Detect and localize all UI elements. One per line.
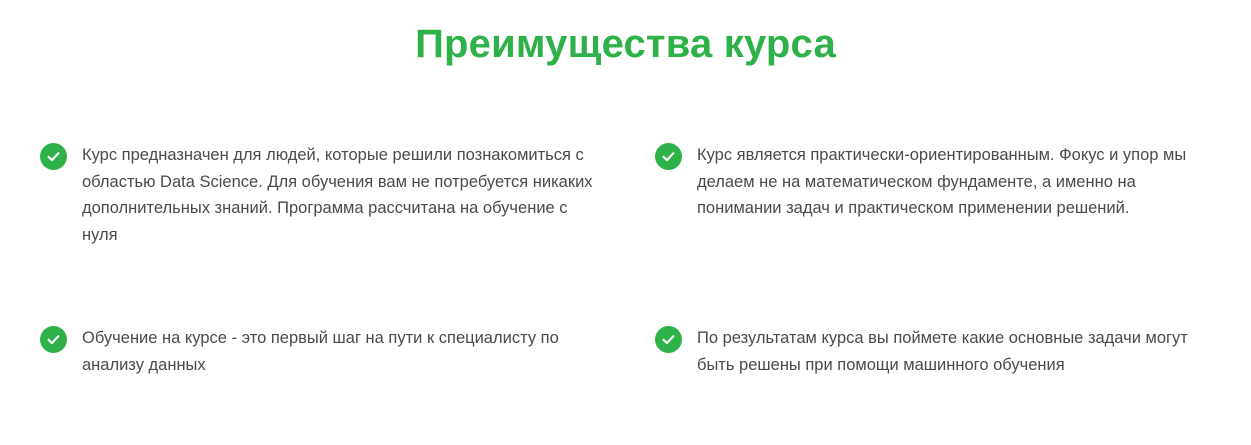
benefit-item-4 (655, 325, 1215, 378)
benefit-text: По результатам курса вы поймете какие основные задачи могут быть решены при помощи машинного обучения (697, 328, 1188, 374)
check-circle-icon (40, 326, 67, 353)
check-circle-icon (655, 143, 682, 170)
check-circle-icon (655, 326, 682, 353)
benefits-grid (40, 142, 1215, 388)
benefit-item-1 (40, 142, 600, 249)
benefit-text: Обучение на курсе - это первый шаг на пути к специалисту по анализу данных (82, 328, 559, 374)
benefit-item-3 (40, 325, 600, 378)
benefit-text: Курс предназначен для людей, которые решили познакомиться с областью Data Science. Для обучения вам не потребуется никаких дополнительных знаний. Программа рассчитана на обучение с нуля (82, 146, 593, 245)
benefit-item-2 (655, 142, 1215, 249)
benefit-text: Курс является практически-ориентированным. Фокус и упор мы делаем не на математическом фундаменте, а именно на понимании задач и практическом применении решений. (697, 146, 1187, 218)
page-title: Преимущества курса (415, 22, 836, 66)
check-circle-icon (40, 143, 67, 170)
